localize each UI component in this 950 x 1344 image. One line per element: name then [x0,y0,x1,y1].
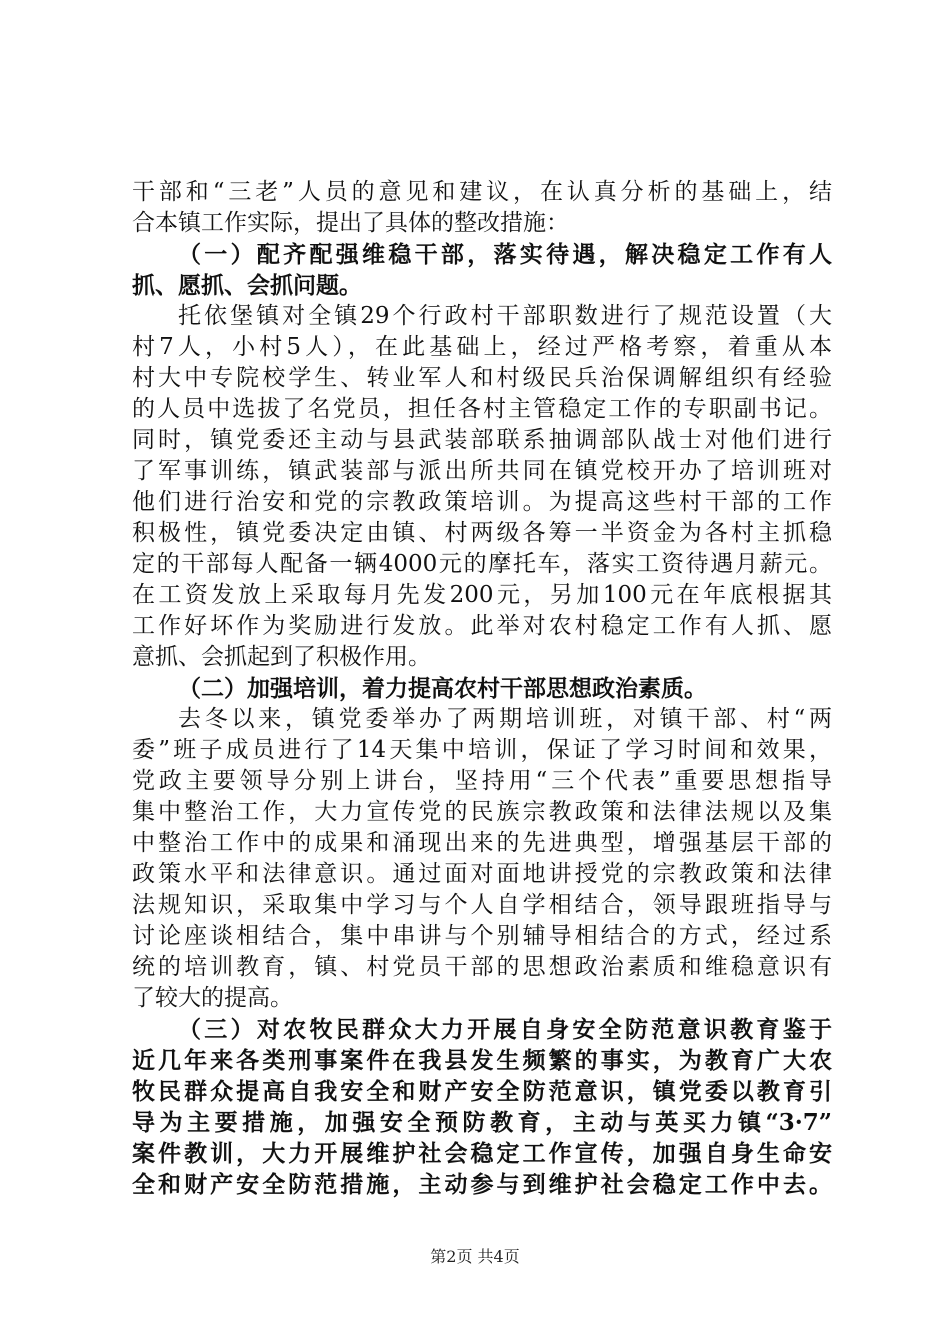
section-heading-line: 近几年来各类刑事案件在我县发生频繁的事实，为教育广大农 [132,1047,832,1074]
section-heading-line: （一）配齐配强维稳干部，落实待遇，解决稳定工作有人 [178,241,832,268]
paragraph-line: 托依堡镇对全镇29个行政村干部职数进行了规范设置（大 [178,303,832,329]
paragraph-line: 统的培训教育，镇、村党员干部的思想政治素质和维稳意识有 [132,954,832,980]
section-heading-line: 抓、愿抓、会抓问题。 [132,272,362,299]
paragraph-line: 他们进行治安和党的宗教政策培训。为提高这些村干部的工作 [132,489,832,515]
paragraph-line: 同时，镇党委还主动与县武装部联系抽调部队战士对他们进行 [132,427,832,453]
paragraph-line: 在工资发放上采取每月先发200元，另加100元在年底根据其 [132,582,832,608]
paragraph-line: 的人员中选拔了名党员，担任各村主管稳定工作的专职副书记。 [132,396,832,422]
section-heading-line: （二）加强培训，着力提高农村干部思想政治素质。 [178,675,707,702]
paragraph-line: 党政主要领导分别上讲台，坚持用“三个代表”重要思想指导 [132,768,832,794]
section-heading-line: （三）对农牧民群众大力开展自身安全防范意识教育鉴于 [178,1016,832,1043]
paragraph-line: 了较大的提高。 [132,985,293,1011]
section-heading-line: 牧民群众提高自我安全和财产安全防范意识，镇党委以教育引 [132,1078,832,1105]
paragraph-line: 村7人，小村5人），在此基础上，经过严格考察，着重从本 [132,334,832,360]
document-body [132,177,832,1200]
section-heading-line: 导为主要措施，加强安全预防教育，主动与英买力镇“3·7” [132,1109,832,1136]
paragraph-line: 讨论座谈相结合，集中串讲与个别辅导相结合的方式，经过系 [132,923,832,949]
section-heading-line: 案件教训，大力开展维护社会稳定工作宣传，加强自身生命安 [132,1140,832,1167]
paragraph-line: 了军事训练，镇武装部与派出所共同在镇党校开办了培训班对 [132,458,832,484]
paragraph-line: 村大中专院校学生、转业军人和村级民兵治保调解组织有经验 [132,365,832,391]
paragraph-line: 意抓、会抓起到了积极作用。 [132,644,431,670]
paragraph-line: 去冬以来，镇党委举办了两期培训班，对镇干部、村“两 [178,706,832,732]
section-heading-line: 全和财产安全防范措施，主动参与到维护社会稳定工作中去。 [132,1171,832,1198]
paragraph-line: 积极性，镇党委决定由镇、村两级各筹一半资金为各村主抓稳 [132,520,832,546]
paragraph-line: 集中整治工作，大力宣传党的民族宗教政策和法律法规以及集 [132,799,832,825]
paragraph-line: 政策水平和法律意识。通过面对面地讲授党的宗教政策和法律 [132,861,832,887]
paragraph-line: 法规知识，采取集中学习与个人自学相结合，领导跟班指导与 [132,892,832,918]
paragraph-line: 合本镇工作实际，提出了具体的整改措施： [132,210,569,236]
paragraph-line: 中整治工作中的成果和涌现出来的先进典型，增强基层干部的 [132,830,832,856]
paragraph-line: 干部和“三老”人员的意见和建议，在认真分析的基础上，结 [132,179,832,205]
paragraph-line: 委”班子成员进行了14天集中培训，保证了学习时间和效果， [132,737,832,763]
paragraph-line: 定的干部每人配备一辆4000元的摩托车，落实工资待遇月薪元。 [132,551,832,577]
paragraph-line: 工作好坏作为奖励进行发放。此举对农村稳定工作有人抓、愿 [132,613,832,639]
page-footer: 第2页 共4页 [430,1247,520,1266]
